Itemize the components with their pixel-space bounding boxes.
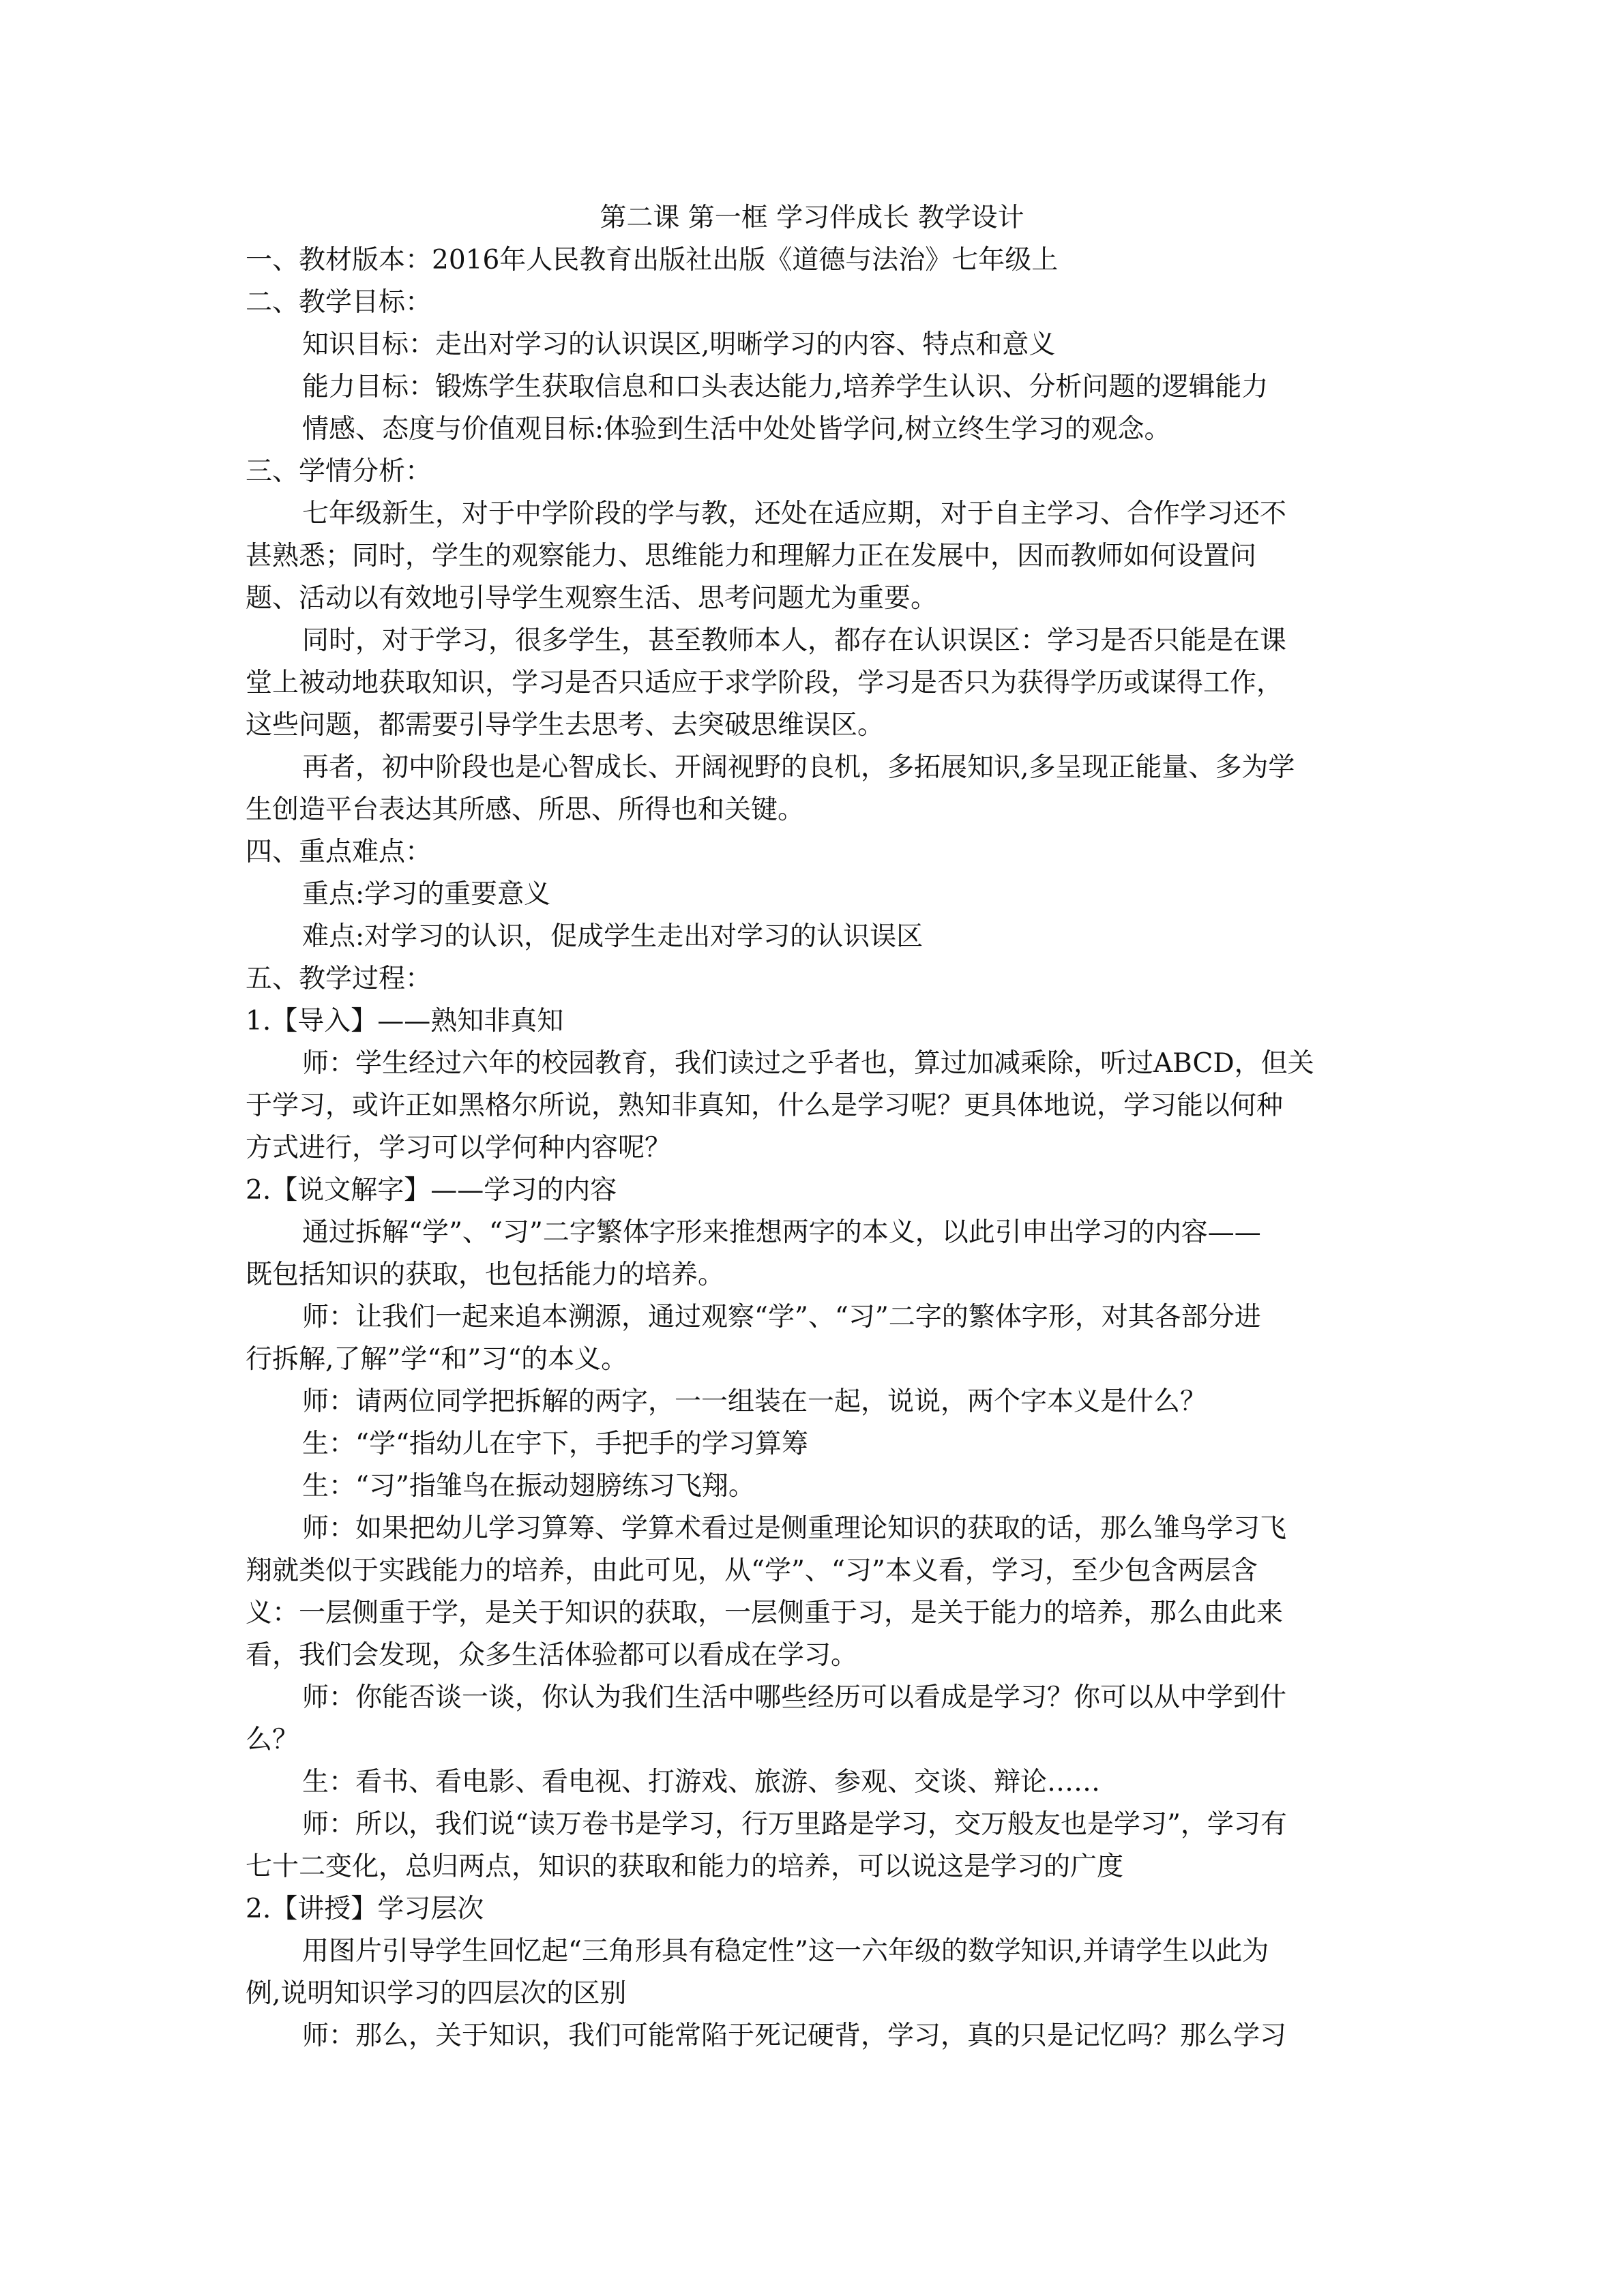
section-heading: 二、教学目标： [246, 287, 432, 318]
text-line: 堂上被动地获取知识，学习是否只适应于求学阶段，学习是否只为获得学历或谋得工作， [246, 668, 1284, 698]
text-line: 例,说明知识学习的四层次的区别 [246, 1978, 627, 2009]
section-heading: 五、教学过程： [246, 964, 432, 994]
text-line: 生：“习”指雏鸟在振动翅膀练习飞翔。 [302, 1471, 755, 1502]
text-line: 再者，初中阶段也是心智成长、开阔视野的良机，多拓展知识,多呈现正能量、多为学 [302, 752, 1295, 783]
text-line: 题、活动以有效地引导学生观察生活、思考问题尤为重要。 [246, 583, 938, 614]
section-heading: 三、学情分析： [246, 456, 432, 487]
text-line: 师：学生经过六年的校园教育，我们读过之乎者也，算过加减乘除，听过ABCD，但关 [302, 1048, 1314, 1079]
text-line: 生创造平台表达其所感、所思、所得也和关键。 [246, 794, 805, 825]
text-line: 师：如果把幼儿学习算筹、学算术看过是侧重理论知识的获取的话，那么雏鸟学习飞 [302, 1513, 1287, 1544]
subsection-heading: 1.【导入】——熟知非真知 [246, 1006, 564, 1037]
text-line: 于学习，或许正如黑格尔所说，熟知非真知，什么是学习呢？更具体地说，学习能以何种 [246, 1090, 1284, 1121]
text-line: 用图片引导学生回忆起“三角形具有稳定性”这一六年级的数学知识,并请学生以此为 [302, 1936, 1269, 1967]
subsection-heading: 2.【讲授】学习层次 [246, 1894, 484, 1924]
text-line: 么？ [246, 1725, 299, 1755]
text-line: 方式进行，学习可以学何种内容呢？ [246, 1133, 672, 1163]
subsection-heading: 2.【说文解字】——学习的内容 [246, 1175, 617, 1206]
text-line: 通过拆解“学”、“习”二字繁体字形来推想两字的本义，以此引申出学习的内容—— [302, 1217, 1261, 1248]
text-line: 义：一层侧重于学，是关于知识的获取，一层侧重于习，是关于能力的培养，那么由此来 [246, 1598, 1284, 1628]
text-line: 一、教材版本：2016年人民教育出版社出版《道德与法治》七年级上 [246, 245, 1059, 275]
text-line: 情感、态度与价值观目标:体验到生活中处处皆学问,树立终生学习的观念。 [302, 414, 1171, 445]
text-line: 师：你能否谈一谈，你认为我们生活中哪些经历可以看成是学习？你可以从中学到什 [302, 1682, 1287, 1713]
text-line: 师：让我们一起来追本溯源，通过观察“学”、“习”二字的繁体字形，对其各部分进 [302, 1302, 1261, 1332]
text-line: 师：请两位同学把拆解的两字，一一组装在一起，说说，两个字本义是什么？ [302, 1386, 1207, 1417]
text-line: 重点:学习的重要意义 [302, 879, 551, 910]
text-line: 甚熟悉；同时，学生的观察能力、思维能力和理解力正在发展中，因而教师如何设置问 [246, 541, 1257, 571]
text-line: 看，我们会发现，众多生活体验都可以看成在学习。 [246, 1640, 858, 1671]
document-title: 第二课 第一框 学习伴成长 教学设计 [600, 203, 1024, 233]
text-line: 七年级新生，对于中学阶段的学与教，还处在适应期，对于自主学习、合作学习还不 [302, 498, 1287, 529]
text-line: 师：那么，关于知识，我们可能常陷于死记硬背，学习，真的只是记忆吗？那么学习 [302, 2021, 1287, 2051]
text-line: 同时，对于学习，很多学生，甚至教师本人，都存在认识误区：学习是否只能是在课 [302, 625, 1287, 656]
text-line: 难点:对学习的认识，促成学生走出对学习的认识误区 [302, 921, 924, 952]
text-line: 这些问题，都需要引导学生去思考、去突破思维误区。 [246, 710, 885, 741]
text-line: 师：所以，我们说“读万卷书是学习，行万里路是学习，交万般友也是学习”，学习有 [302, 1809, 1287, 1840]
text-line: 生：“学“指幼儿在宇下，手把手的学习算筹 [302, 1429, 808, 1459]
text-line: 既包括知识的获取，也包括能力的培养。 [246, 1259, 725, 1290]
text-line: 行拆解,了解”学“和”习“的本义。 [246, 1344, 628, 1375]
text-line: 能力目标：锻炼学生获取信息和口头表达能力,培养学生认识、分析问题的逻辑能力 [302, 372, 1269, 402]
text-line: 翔就类似于实践能力的培养，由此可见，从“学”、“习”本义看，学习，至少包含两层含 [246, 1555, 1258, 1586]
section-heading: 四、重点难点： [246, 837, 432, 867]
text-line: 七十二变化，总归两点，知识的获取和能力的培养，可以说这是学习的广度 [246, 1851, 1124, 1882]
text-line: 知识目标：走出对学习的认识误区,明晰学习的内容、特点和意义 [302, 329, 1056, 360]
text-line: 生：看书、看电影、看电视、打游戏、旅游、参观、交谈、辩论…… [302, 1767, 1101, 1798]
